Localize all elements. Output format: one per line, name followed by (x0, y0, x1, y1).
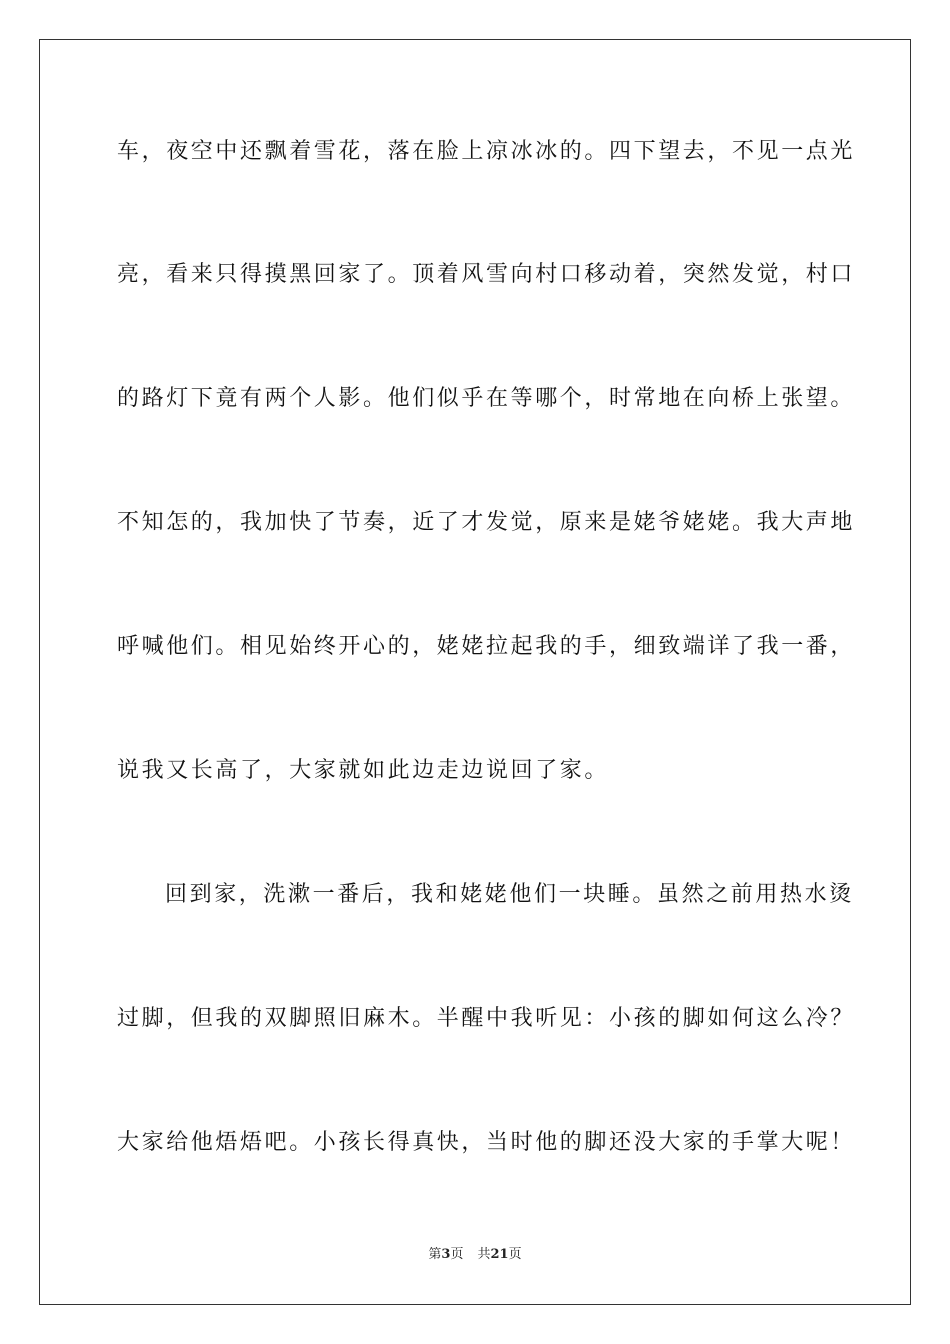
total-suffix: 页 (508, 1247, 522, 1262)
page-border (39, 39, 911, 1305)
page-suffix: 页 (450, 1247, 464, 1262)
page-footer (0, 1246, 950, 1264)
total-pages: 21 (490, 1247, 509, 1262)
text-line-indented: 回到家，洗漱一番后，我和姥姥他们一块睡。虽然之前用热水烫 (165, 882, 854, 907)
text-line: 的路灯下竟有两个人影。他们似乎在等哪个，时常地在向桥上张望。 (117, 386, 856, 411)
text-line: 不知怎的，我加快了节奏，近了才发觉，原来是姥爷姥姥。我大声地 (117, 510, 856, 535)
page-prefix: 第 (428, 1247, 442, 1262)
text-line: 车，夜空中还飘着雪花，落在脸上凉冰冰的。四下望去，不见一点光 (117, 139, 856, 164)
text-line: 说我又长高了，大家就如此边走边说回了家。 (117, 758, 610, 783)
text-line: 过脚，但我的双脚照旧麻木。半醒中我听见：小孩的脚如何这么冷？ (117, 1006, 856, 1031)
total-prefix: 共 (477, 1247, 491, 1262)
page-number: 3 (441, 1247, 451, 1262)
text-line: 亮，看来只得摸黑回家了。顶着风雪向村口移动着，突然发觉，村口 (117, 262, 856, 287)
text-line: 大家给他焐焐吧。小孩长得真快，当时他的脚还没大家的手掌大呢！ (117, 1130, 856, 1155)
text-line: 呼喊他们。相见始终开心的，姥姥拉起我的手，细致端详了我一番， (117, 634, 856, 659)
